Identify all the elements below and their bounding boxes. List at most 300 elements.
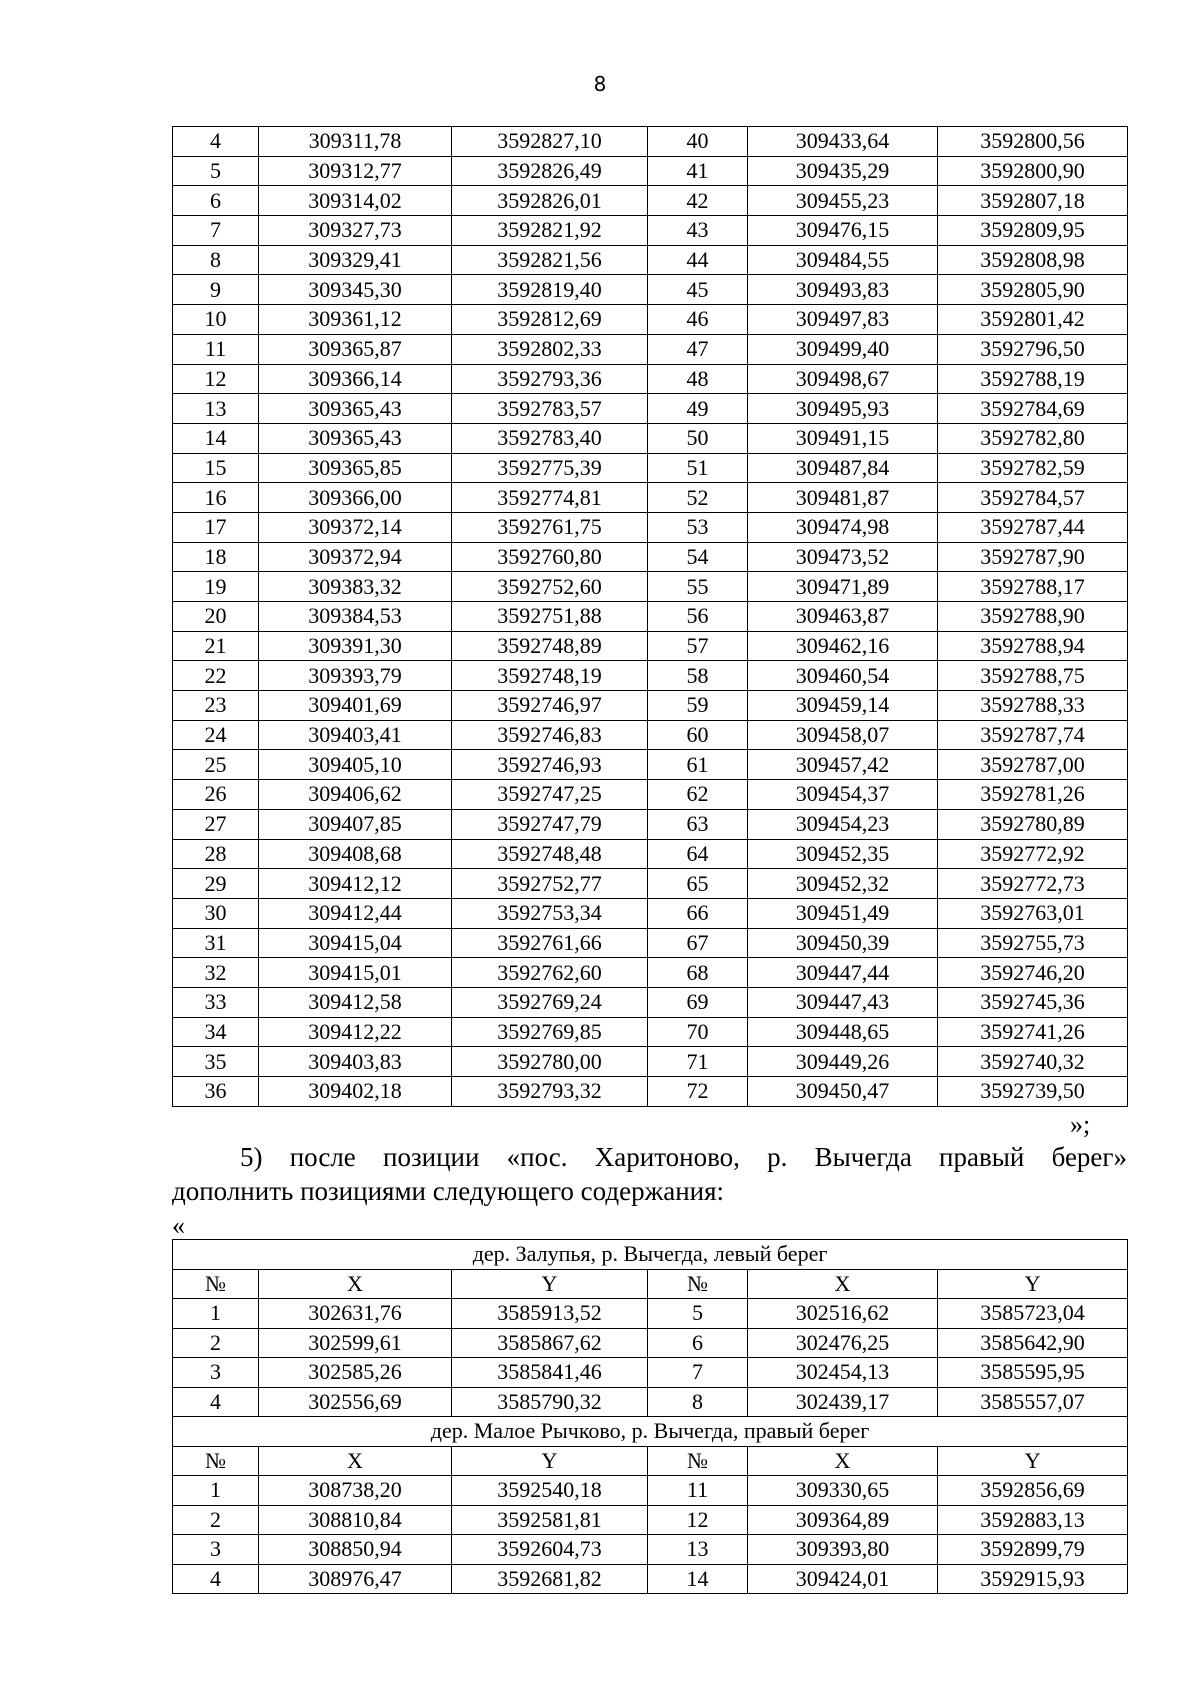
header-row <box>173 1269 1128 1299</box>
table-cell: 309447,44 <box>748 958 938 988</box>
table-cell: 309345,30 <box>259 275 452 305</box>
table-cell: 3592772,92 <box>938 839 1128 869</box>
column-header: № <box>648 1269 748 1299</box>
table-cell: 3592753,34 <box>452 898 648 928</box>
table-cell: 3592761,66 <box>452 928 648 958</box>
table-cell: 3592787,00 <box>938 750 1128 780</box>
table-cell: 29 <box>173 869 259 899</box>
table-cell: 27 <box>173 809 259 839</box>
table-cell: 23 <box>173 691 259 721</box>
table-cell: 46 <box>648 305 748 335</box>
table-cell: 309471,89 <box>748 572 938 602</box>
table-cell: 308976,47 <box>259 1564 452 1594</box>
table-cell: 13 <box>648 1535 748 1565</box>
table-cell: 309454,23 <box>748 809 938 839</box>
table-row <box>173 1077 1128 1107</box>
table-cell: 3592812,69 <box>452 305 648 335</box>
table-cell: 5 <box>173 156 259 186</box>
table-cell: 3592746,97 <box>452 691 648 721</box>
table-cell: 3585841,46 <box>452 1358 648 1388</box>
table-cell: 3592748,19 <box>452 661 648 691</box>
table-cell: 3592856,69 <box>938 1476 1128 1506</box>
table-cell: 309459,14 <box>748 691 938 721</box>
column-header: № <box>173 1269 259 1299</box>
table-cell: 8 <box>648 1387 748 1417</box>
table-cell: 302556,69 <box>259 1387 452 1417</box>
table-cell: 3592747,79 <box>452 809 648 839</box>
table-cell: 3592787,44 <box>938 512 1128 542</box>
table-cell: 3592802,33 <box>452 334 648 364</box>
table-cell: 48 <box>648 364 748 394</box>
table-cell: 309452,32 <box>748 869 938 899</box>
table-cell: 309487,84 <box>748 453 938 483</box>
table-cell: 309329,41 <box>259 245 452 275</box>
table-cell: 3592784,69 <box>938 394 1128 424</box>
table-cell: 3592826,01 <box>452 186 648 216</box>
table-cell: 3592787,74 <box>938 720 1128 750</box>
table-cell: 309495,93 <box>748 394 938 424</box>
table-cell: 69 <box>648 987 748 1017</box>
table-cell: 309401,69 <box>259 691 452 721</box>
table-cell: 309403,83 <box>259 1047 452 1077</box>
table-cell: 25 <box>173 750 259 780</box>
table-row <box>173 1476 1128 1506</box>
table-cell: 309454,37 <box>748 780 938 810</box>
table-cell: 309435,29 <box>748 156 938 186</box>
table-cell: 3585642,90 <box>938 1328 1128 1358</box>
table-cell: 3592801,42 <box>938 305 1128 335</box>
table-cell: 3592807,18 <box>938 186 1128 216</box>
table-cell: 3592788,75 <box>938 661 1128 691</box>
table-cell: 53 <box>648 512 748 542</box>
table-cell: 302599,61 <box>259 1328 452 1358</box>
table-cell: 302516,62 <box>748 1299 938 1329</box>
table-row <box>173 1299 1128 1329</box>
table-cell: 68 <box>648 958 748 988</box>
table-cell: 309311,78 <box>259 127 452 157</box>
table-row <box>173 275 1128 305</box>
table-cell: 8 <box>173 245 259 275</box>
table-cell: 3592774,81 <box>452 483 648 513</box>
table-cell: 3592752,60 <box>452 572 648 602</box>
table-cell: 4 <box>173 127 259 157</box>
table-cell: 3592775,39 <box>452 453 648 483</box>
table-cell: 33 <box>173 987 259 1017</box>
table-cell: 41 <box>648 156 748 186</box>
table-cell: 309448,65 <box>748 1017 938 1047</box>
amendment-paragraph-line-1: 5) после позиции «пос. Харитоново, р. Вычегда правый берег» <box>240 1142 1127 1172</box>
table-cell: 309393,80 <box>748 1535 938 1565</box>
column-header: X <box>259 1446 452 1476</box>
table-cell: 309412,12 <box>259 869 452 899</box>
table-cell: 1 <box>173 1299 259 1329</box>
table-cell: 309393,79 <box>259 661 452 691</box>
column-header: Y <box>938 1269 1128 1299</box>
table-cell: 309481,87 <box>748 483 938 513</box>
table-cell: 302439,17 <box>748 1387 938 1417</box>
table-cell: 17 <box>173 512 259 542</box>
table-row <box>173 156 1128 186</box>
table-cell: 3592784,57 <box>938 483 1128 513</box>
table-cell: 309365,43 <box>259 394 452 424</box>
table-cell: 309312,77 <box>259 156 452 186</box>
table-cell: 1 <box>173 1476 259 1506</box>
table-cell: 309462,16 <box>748 631 938 661</box>
column-header: Y <box>452 1269 648 1299</box>
table-cell: 3585595,95 <box>938 1358 1128 1388</box>
table-cell: 36 <box>173 1077 259 1107</box>
table-cell: 21 <box>173 631 259 661</box>
table-cell: 309476,15 <box>748 216 938 246</box>
table-cell: 14 <box>648 1564 748 1594</box>
table-cell: 3592788,94 <box>938 631 1128 661</box>
table-cell: 19 <box>173 572 259 602</box>
table-cell: 28 <box>173 839 259 869</box>
table-cell: 309415,01 <box>259 958 452 988</box>
table-cell: 309327,73 <box>259 216 452 246</box>
table-cell: 3592681,82 <box>452 1564 648 1594</box>
table-row <box>173 1505 1128 1535</box>
table-row <box>173 839 1128 869</box>
table-cell: 309484,55 <box>748 245 938 275</box>
table-cell: 309314,02 <box>259 186 452 216</box>
table-cell: 308738,20 <box>259 1476 452 1506</box>
table-cell: 309407,85 <box>259 809 452 839</box>
table-cell: 3592783,40 <box>452 423 648 453</box>
table-row <box>173 245 1128 275</box>
table-cell: 3592760,80 <box>452 542 648 572</box>
table-cell: 309366,14 <box>259 364 452 394</box>
table-cell: 64 <box>648 839 748 869</box>
table-cell: 3592740,32 <box>938 1047 1128 1077</box>
table-row <box>173 1535 1128 1565</box>
table-cell: 309330,65 <box>748 1476 938 1506</box>
table-cell: 67 <box>648 928 748 958</box>
table-cell: 57 <box>648 631 748 661</box>
table-cell: 3592748,48 <box>452 839 648 869</box>
table-cell: 3592793,32 <box>452 1077 648 1107</box>
table-cell: 3592899,79 <box>938 1535 1128 1565</box>
table-cell: 62 <box>648 780 748 810</box>
additional-positions-table <box>172 1239 1128 1594</box>
table-cell: 309372,94 <box>259 542 452 572</box>
table-cell: 3592755,73 <box>938 928 1128 958</box>
table-cell: 15 <box>173 453 259 483</box>
table-cell: 309433,64 <box>748 127 938 157</box>
table-cell: 3585557,07 <box>938 1387 1128 1417</box>
table-cell: 16 <box>173 483 259 513</box>
table-cell: 3592761,75 <box>452 512 648 542</box>
table-cell: 309384,53 <box>259 602 452 632</box>
table-cell: 309365,87 <box>259 334 452 364</box>
table-cell: 309499,40 <box>748 334 938 364</box>
table-cell: 309463,87 <box>748 602 938 632</box>
table-cell: 3592746,93 <box>452 750 648 780</box>
table-cell: 309473,52 <box>748 542 938 572</box>
table-row <box>173 809 1128 839</box>
table-cell: 309447,43 <box>748 987 938 1017</box>
table-row <box>173 1047 1128 1077</box>
table-cell: 3585723,04 <box>938 1299 1128 1329</box>
opening-quote: « <box>172 1211 185 1240</box>
table-row <box>173 1358 1128 1388</box>
table-row <box>173 572 1128 602</box>
table-cell: 3592788,19 <box>938 364 1128 394</box>
closing-quote: »; <box>1070 1110 1091 1139</box>
table-cell: 56 <box>648 602 748 632</box>
table-cell: 42 <box>648 186 748 216</box>
table-cell: 47 <box>648 334 748 364</box>
table-cell: 3592752,77 <box>452 869 648 899</box>
coordinates-table <box>172 126 1128 1107</box>
table-cell: 309402,18 <box>259 1077 452 1107</box>
table-row <box>173 898 1128 928</box>
table-cell: 66 <box>648 898 748 928</box>
table-cell: 51 <box>648 453 748 483</box>
table-cell: 59 <box>648 691 748 721</box>
table-cell: 3592783,57 <box>452 394 648 424</box>
table-cell: 4 <box>173 1564 259 1594</box>
table-cell: 3592604,73 <box>452 1535 648 1565</box>
header-row <box>173 1446 1128 1476</box>
table-row <box>173 423 1128 453</box>
table-cell: 3592781,26 <box>938 780 1128 810</box>
table-cell: 2 <box>173 1328 259 1358</box>
table-row <box>173 691 1128 721</box>
table-row <box>173 186 1128 216</box>
table-cell: 24 <box>173 720 259 750</box>
table-cell: 3592808,98 <box>938 245 1128 275</box>
table-cell: 6 <box>173 186 259 216</box>
table-cell: 44 <box>648 245 748 275</box>
table-cell: 3 <box>173 1358 259 1388</box>
table-row <box>173 720 1128 750</box>
table-row <box>173 869 1128 899</box>
table-cell: 18 <box>173 542 259 572</box>
column-header: X <box>259 1269 452 1299</box>
table-cell: 11 <box>173 334 259 364</box>
table-cell: 3592788,90 <box>938 602 1128 632</box>
table-cell: 63 <box>648 809 748 839</box>
table-cell: 3592581,81 <box>452 1505 648 1535</box>
table-cell: 65 <box>648 869 748 899</box>
table-cell: 43 <box>648 216 748 246</box>
table-cell: 3592763,01 <box>938 898 1128 928</box>
table-cell: 3592762,60 <box>452 958 648 988</box>
table-cell: 9 <box>173 275 259 305</box>
table-cell: 3592788,17 <box>938 572 1128 602</box>
amendment-paragraph-line-2: дополнить позициями следующего содержания: <box>172 1176 725 1206</box>
table-cell: 11 <box>648 1476 748 1506</box>
table-cell: 70 <box>648 1017 748 1047</box>
table-row <box>173 453 1128 483</box>
column-header: X <box>748 1446 938 1476</box>
table-cell: 2 <box>173 1505 259 1535</box>
table-cell: 309491,15 <box>748 423 938 453</box>
table-row <box>173 958 1128 988</box>
table-cell: 309412,44 <box>259 898 452 928</box>
table-cell: 7 <box>648 1358 748 1388</box>
table-cell: 14 <box>173 423 259 453</box>
column-header: X <box>748 1269 938 1299</box>
table-cell: 3585913,52 <box>452 1299 648 1329</box>
table-cell: 32 <box>173 958 259 988</box>
table-cell: 31 <box>173 928 259 958</box>
table-cell: 309457,42 <box>748 750 938 780</box>
column-header: № <box>648 1446 748 1476</box>
table-cell: 35 <box>173 1047 259 1077</box>
table-cell: 309408,68 <box>259 839 452 869</box>
table-row <box>173 928 1128 958</box>
table-cell: 49 <box>648 394 748 424</box>
table-row <box>173 127 1128 157</box>
table-cell: 54 <box>648 542 748 572</box>
table-cell: 3592809,95 <box>938 216 1128 246</box>
table-row <box>173 394 1128 424</box>
table-cell: 12 <box>173 364 259 394</box>
table-cell: 309493,83 <box>748 275 938 305</box>
table-cell: 302476,25 <box>748 1328 938 1358</box>
table-row <box>173 631 1128 661</box>
table-cell: 3592782,59 <box>938 453 1128 483</box>
table-row <box>173 780 1128 810</box>
table-cell: 3592819,40 <box>452 275 648 305</box>
table-cell: 5 <box>648 1299 748 1329</box>
table-cell: 3592748,89 <box>452 631 648 661</box>
table-cell: 309403,41 <box>259 720 452 750</box>
table-cell: 309412,22 <box>259 1017 452 1047</box>
table-cell: 50 <box>648 423 748 453</box>
table-row <box>173 987 1128 1017</box>
table-cell: 309415,04 <box>259 928 452 958</box>
table-row <box>173 602 1128 632</box>
table-row <box>173 542 1128 572</box>
table-cell: 3592780,89 <box>938 809 1128 839</box>
table-cell: 3585867,62 <box>452 1328 648 1358</box>
table-cell: 309383,32 <box>259 572 452 602</box>
table-row <box>173 1328 1128 1358</box>
table-cell: 308810,84 <box>259 1505 452 1535</box>
table-cell: 20 <box>173 602 259 632</box>
table-cell: 3592772,73 <box>938 869 1128 899</box>
table-cell: 309497,83 <box>748 305 938 335</box>
table-cell: 61 <box>648 750 748 780</box>
table-cell: 3592540,18 <box>452 1476 648 1506</box>
table-cell: 7 <box>173 216 259 246</box>
table-row <box>173 750 1128 780</box>
table-cell: 3592769,85 <box>452 1017 648 1047</box>
table-cell: 55 <box>648 572 748 602</box>
table-cell: 309449,26 <box>748 1047 938 1077</box>
column-header: № <box>173 1446 259 1476</box>
table-cell: 309361,12 <box>259 305 452 335</box>
table-cell: 309452,35 <box>748 839 938 869</box>
table-cell: 309364,89 <box>748 1505 938 1535</box>
table-cell: 309365,85 <box>259 453 452 483</box>
table-cell: 309455,23 <box>748 186 938 216</box>
table-cell: 30 <box>173 898 259 928</box>
table-row <box>173 334 1128 364</box>
table-cell: 40 <box>648 127 748 157</box>
table-cell: 3592827,10 <box>452 127 648 157</box>
table-cell: 10 <box>173 305 259 335</box>
table-cell: 45 <box>648 275 748 305</box>
table-cell: 3 <box>173 1535 259 1565</box>
table-cell: 309474,98 <box>748 512 938 542</box>
table-row <box>173 305 1128 335</box>
table-cell: 309498,67 <box>748 364 938 394</box>
column-header: Y <box>452 1446 648 1476</box>
section-title-row <box>173 1417 1128 1447</box>
table-cell: 4 <box>173 1387 259 1417</box>
table-row <box>173 483 1128 513</box>
table-cell: 3592780,00 <box>452 1047 648 1077</box>
table-cell: 309405,10 <box>259 750 452 780</box>
table-cell: 3592782,80 <box>938 423 1128 453</box>
section-title: дер. Залупья, р. Вычегда, левый берег <box>173 1240 1128 1270</box>
table-cell: 3592821,92 <box>452 216 648 246</box>
table-cell: 22 <box>173 661 259 691</box>
table-row <box>173 364 1128 394</box>
table-cell: 3592915,93 <box>938 1564 1128 1594</box>
table-cell: 308850,94 <box>259 1535 452 1565</box>
table-cell: 309391,30 <box>259 631 452 661</box>
table-cell: 3592800,56 <box>938 127 1128 157</box>
table-cell: 309372,14 <box>259 512 452 542</box>
table-cell: 3592747,25 <box>452 780 648 810</box>
section-title-row <box>173 1240 1128 1270</box>
table-cell: 302585,26 <box>259 1358 452 1388</box>
table-cell: 309451,49 <box>748 898 938 928</box>
table-cell: 3585790,32 <box>452 1387 648 1417</box>
table-cell: 302454,13 <box>748 1358 938 1388</box>
table-row <box>173 1564 1128 1594</box>
table-cell: 52 <box>648 483 748 513</box>
table-cell: 12 <box>648 1505 748 1535</box>
table-cell: 309424,01 <box>748 1564 938 1594</box>
table-cell: 309366,00 <box>259 483 452 513</box>
table-cell: 71 <box>648 1047 748 1077</box>
table-row <box>173 216 1128 246</box>
table-cell: 3592746,20 <box>938 958 1128 988</box>
table-cell: 309406,62 <box>259 780 452 810</box>
table-cell: 3592826,49 <box>452 156 648 186</box>
table-cell: 58 <box>648 661 748 691</box>
table-cell: 302631,76 <box>259 1299 452 1329</box>
table-cell: 6 <box>648 1328 748 1358</box>
table-cell: 3592793,36 <box>452 364 648 394</box>
table-cell: 3592739,50 <box>938 1077 1128 1107</box>
table-cell: 309450,47 <box>748 1077 938 1107</box>
table-cell: 3592751,88 <box>452 602 648 632</box>
table-cell: 3592741,26 <box>938 1017 1128 1047</box>
table-cell: 3592788,33 <box>938 691 1128 721</box>
table-row <box>173 512 1128 542</box>
table-cell: 26 <box>173 780 259 810</box>
table-cell: 3592787,90 <box>938 542 1128 572</box>
page-number: 8 <box>593 72 607 96</box>
table-row <box>173 1387 1128 1417</box>
table-cell: 3592800,90 <box>938 156 1128 186</box>
table-cell: 72 <box>648 1077 748 1107</box>
table-cell: 3592769,24 <box>452 987 648 1017</box>
table-cell: 3592883,13 <box>938 1505 1128 1535</box>
table-cell: 34 <box>173 1017 259 1047</box>
table-cell: 309450,39 <box>748 928 938 958</box>
table-row <box>173 1017 1128 1047</box>
column-header: Y <box>938 1446 1128 1476</box>
table-cell: 309458,07 <box>748 720 938 750</box>
